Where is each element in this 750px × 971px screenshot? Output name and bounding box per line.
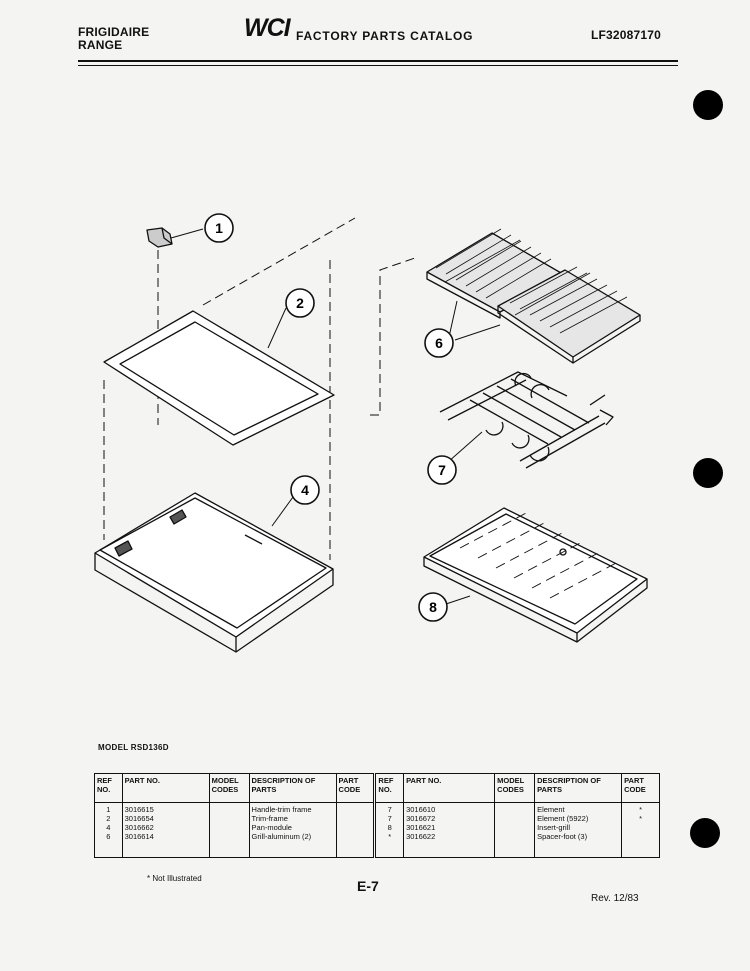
code-value	[624, 823, 657, 832]
part-value: 3016615	[124, 805, 154, 814]
col-ref-no-2: REF NO.	[375, 774, 404, 803]
callout-6	[425, 329, 453, 357]
wci-logo: WCI	[244, 14, 290, 42]
left-ref-cell	[95, 803, 123, 858]
callout-2	[286, 289, 314, 317]
footnote: * Not Illustrated	[147, 874, 202, 883]
part-value: 3016621	[406, 823, 436, 832]
binder-hole-bottom	[690, 818, 720, 848]
document-number: LF32087170	[591, 28, 662, 42]
right-part-cell	[404, 803, 495, 858]
description-value: Element	[537, 805, 565, 814]
revision-date: Rev. 12/83	[591, 893, 639, 904]
code-value: *	[639, 814, 642, 823]
callout-4	[291, 476, 319, 504]
brand-name: FRIGIDAIRE	[78, 25, 150, 39]
callout-7	[428, 456, 456, 484]
code-value: *	[639, 805, 642, 814]
col-part-code: PART CODE	[336, 774, 375, 803]
code-value	[339, 814, 372, 823]
callout-2-label: 2	[296, 295, 304, 311]
code-value	[624, 832, 657, 841]
code-value	[339, 823, 372, 832]
description-value: Pan-module	[251, 823, 292, 832]
part-value: 3016662	[124, 823, 154, 832]
right-part-code-cell	[622, 803, 660, 858]
part-trim-frame	[104, 311, 334, 445]
left-description-cell	[249, 803, 336, 858]
description-value: Element (5922)	[537, 814, 589, 823]
catalog-title: FACTORY PARTS CATALOG	[296, 29, 474, 43]
right-ref-cell	[375, 803, 404, 858]
description-value: Handle-trim frame	[251, 805, 312, 814]
callout-4-label: 4	[301, 482, 309, 498]
col-description-2: DESCRIPTION OF PARTS	[535, 774, 622, 803]
callout-6-label: 6	[435, 335, 443, 351]
part-handle	[147, 228, 172, 247]
right-description-cell	[535, 803, 622, 858]
callout-1	[205, 214, 233, 242]
page-number: E-7	[357, 878, 379, 894]
description-value: Grill-aluminum (2)	[251, 832, 312, 841]
part-value: 3016610	[406, 805, 436, 814]
product-type: RANGE	[78, 38, 123, 52]
part-insert-grill	[424, 508, 647, 642]
part-value: 3016622	[406, 832, 436, 841]
code-value	[339, 832, 372, 841]
left-part-cell	[122, 803, 209, 858]
left-model-codes-cell	[209, 803, 249, 858]
col-part-code-2: PART CODE	[622, 774, 660, 803]
ref-value: 7	[387, 814, 392, 823]
code-value	[339, 805, 372, 814]
col-model-codes-2: MODEL CODES	[495, 774, 535, 803]
ref-value: *	[388, 832, 392, 841]
description-value: Trim-frame	[251, 814, 288, 823]
model-label: MODEL RSD136D	[98, 743, 169, 752]
ref-value: 2	[106, 814, 111, 823]
table-header-row	[95, 774, 660, 803]
parts-table	[94, 773, 660, 858]
col-model-codes: MODEL CODES	[209, 774, 249, 803]
part-element	[440, 372, 613, 468]
part-pan-module	[95, 493, 333, 652]
callout-8-label: 8	[429, 599, 437, 615]
part-value: 3016672	[406, 814, 436, 823]
ref-value: 4	[106, 823, 111, 832]
right-model-codes-cell	[495, 803, 535, 858]
table-row	[95, 803, 660, 858]
ref-value: 1	[106, 805, 111, 814]
col-part-no: PART NO.	[122, 774, 209, 803]
ref-value: 7	[387, 805, 392, 814]
part-grills	[427, 229, 640, 363]
left-part-code-cell	[336, 803, 375, 858]
ref-value: 8	[387, 823, 392, 832]
description-value: Insert-grill	[537, 823, 571, 832]
callout-8	[419, 593, 447, 621]
ref-value: 6	[106, 832, 111, 841]
col-ref-no: REF NO.	[95, 774, 123, 803]
part-value: 3016614	[124, 832, 154, 841]
callout-1-label: 1	[215, 220, 223, 236]
col-description: DESCRIPTION OF PARTS	[249, 774, 336, 803]
part-value: 3016654	[124, 814, 154, 823]
description-value: Spacer-foot (3)	[537, 832, 588, 841]
col-part-no-2: PART NO.	[404, 774, 495, 803]
callout-7-label: 7	[438, 462, 446, 478]
